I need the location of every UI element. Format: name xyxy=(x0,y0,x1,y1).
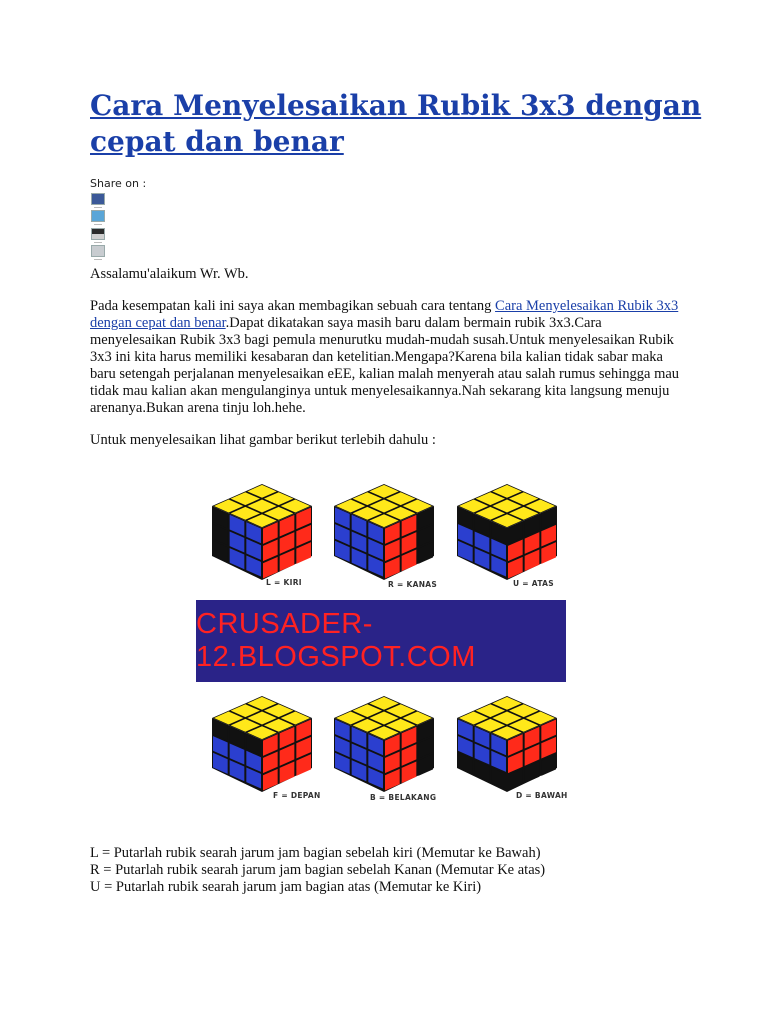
article-link[interactable]: Cara Menyelesaikan Rubik 3x3 dengan cepat dan benar xyxy=(90,298,679,331)
paragraph-text-end: .Dapat dikatakan saya masih baru dalam bermain rubik 3x3.Cara menyelesaikan Rubik 3x3 bagi pemula menurutku mudah-mudah susah.Untuk menyelesaikan Rubik 3x3 ini kita harus memiliki kesabaran dan ketelitian.Mengapa?Karena bila kalian tidak sabar maka baru setengah perjalanan menyelesaikan eEE, kalian malah menyerah atau salah rumus sehingga mau tidak mau kalian akan mengulanginya untuk menyelesaikannya.Nah sekarang kita langsung menuju arenanya.Bukan arena tinju loh.hehe. xyxy=(90,315,680,416)
twitter-icon[interactable] xyxy=(91,210,105,222)
email-icon[interactable] xyxy=(91,245,105,257)
cube-f-image xyxy=(206,688,318,796)
cube-b-image xyxy=(328,688,440,796)
digg-icon[interactable] xyxy=(91,228,105,240)
paragraph-text-start: Pada kesempatan kali ini saya akan membagikan sebuah cara tentang xyxy=(90,298,496,314)
cube-u-caption: U = ATAS xyxy=(513,579,554,588)
share-label: Share on : xyxy=(90,177,147,190)
banner-text: CRUSADER-12.BLOGSPOT.COM xyxy=(196,608,476,673)
move-definitions xyxy=(90,845,690,896)
cube-d-image xyxy=(451,688,563,796)
definition-line: R = Putarlah rubik searah jarum jam bagian sebelah Kanan (Memutar Ke atas) xyxy=(90,862,546,878)
figure-intro: Untuk menyelesaikan lihat gambar berikut terlebih dahulu : xyxy=(90,432,436,448)
intro-paragraph xyxy=(90,298,686,417)
definition-line: L = Putarlah rubik searah jarum jam bagian sebelah kiri (Memutar ke Bawah) xyxy=(90,845,541,861)
greeting: Assalamu'alaikum Wr. Wb. xyxy=(90,266,249,282)
cube-d-caption: D = BAWAH xyxy=(516,791,568,800)
article-title[interactable]: Cara Menyelesaikan Rubik 3x3 dengan cepat dan benar xyxy=(90,89,702,158)
facebook-icon[interactable] xyxy=(91,193,105,205)
blog-banner xyxy=(196,600,566,682)
definition-line: U = Putarlah rubik searah jarum jam bagian atas (Memutar ke Kiri) xyxy=(90,879,482,895)
cube-l-caption: L = KIRI xyxy=(266,578,302,587)
cube-l-image xyxy=(206,476,318,584)
cube-u-image xyxy=(451,476,563,584)
cube-b-caption: B = BELAKANG xyxy=(370,793,437,802)
cube-r-caption: R = KANAS xyxy=(388,580,438,589)
cube-f-caption: F = DEPAN xyxy=(273,791,321,800)
cube-r-image xyxy=(328,476,440,584)
